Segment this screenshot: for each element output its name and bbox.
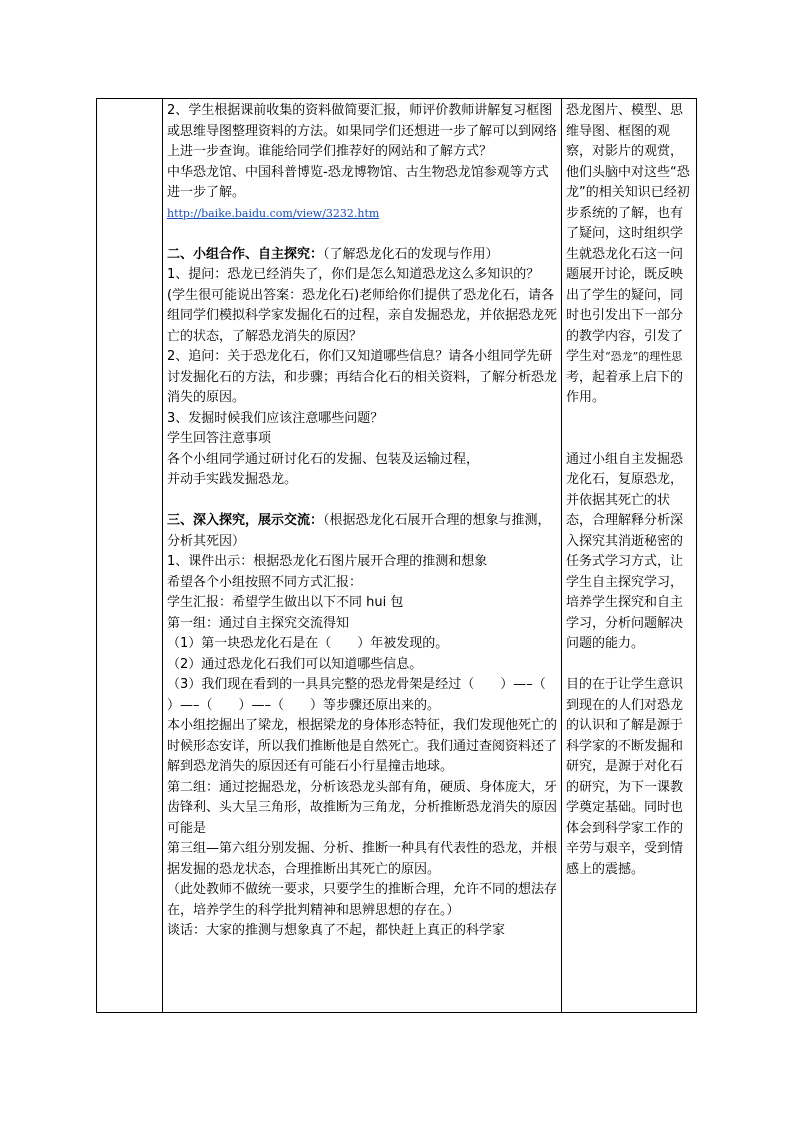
intent-text-1c: 考，起着承上启下的作用。 — [566, 369, 684, 405]
teacher-note-paragraph: （此处教师不做统一要求，只要学生的推断合理，允许不同的想法存在，培养学生的科学批判精神和思辨思想的存在。） — [167, 882, 558, 918]
question-paragraph: 1、提问：恐龙已经消失了，你们是怎么知道恐龙这么多知识的？ — [167, 267, 540, 282]
intent-text-1b: “恐龙”的理性思 — [605, 350, 683, 363]
intent-paragraph-2: 通过小组自主发掘恐龙化石，复原恐龙，并依据其死亡的状态，合理解释分析深入探究其消逝秘密的任务式学习方式，让学生自主探究学习，培养学生探究和自主学习，分析问题解决问题的能力。 — [566, 451, 684, 651]
courseware-line: 1、课件出示：根据恐龙化石图片展开合理的推测和想象 — [167, 554, 488, 569]
group-one-item-1: （1）第一块恐龙化石是在（ ）年被发现的。 — [167, 636, 449, 651]
group-one-item-3: （3）我们现在看到的一具具完整的恐龙骨架是经过（ ）—–（ ）—–（ ）—–（ ）等步骤还原出来的。 — [167, 677, 572, 713]
design-intent-cell — [562, 99, 696, 880]
section-two-title: 二、小组合作、自主探究： — [167, 246, 324, 262]
closing-talk-line: 谈话：大家的推测与想象真了不起，都快赶上真正的科学家 — [167, 923, 506, 938]
student-answer-line: 学生回答注意事项 — [167, 431, 272, 446]
lesson-plan-table — [96, 98, 697, 1013]
intent-text-1a: 恐龙图片、模型、思维导图、框图的观察，对影片的观赏，他们头脑中对这些“恐龙”的相关知识已经初步系统的了解，也有了疑问，这时组织学生就恐龙化石这一问题展开讨论，既反映出了学生的疑问，同时也引发出下一部分的教学内容，引发了学生对 — [566, 103, 690, 364]
diplodocus-paragraph: 本小组挖掘出了梁龙，根据梁龙的身体形态特征，我们发现他死亡的时候形态安详，所以我们推断他是自然死亡。我们通过查阅资料还了解到恐龙消失的原因还有可能石小行星撞击地球。 — [167, 718, 558, 774]
student-report-paragraph: 2、学生根据课前收集的资料做简要汇报，师评价教师讲解复习框图或思维导图整理资料的方法。如果同学们还想进一步了解可以到网络上进一步查询。谁能给同学们推荐好的网站和了解方式？ — [167, 103, 558, 159]
teaching-process-cell — [163, 99, 572, 942]
student-report-line: 学生汇报：希望学生做出以下不同 hui 包 — [167, 595, 404, 610]
museum-recommendation: 中华恐龙馆、中国科普博览-恐龙博物馆、古生物恐龙馆参观等方式进一步了解。 — [167, 164, 549, 200]
report-methods-line: 希望各个小组按照不同方式汇报： — [167, 574, 363, 590]
group-one-item-2: （2）通过恐龙化石我们可以知道哪些信息。 — [167, 656, 423, 672]
intent-paragraph-1 — [566, 101, 693, 409]
intent-paragraph-3: 目的在于让学生意识到现在的人们对恐龙的认识和了解是源于科学家的不断发掘和研究，是源于对化石的研究，为下一课教学奠定基础。同时也体会到科学家工作的辛劳与艰辛，受到情感上的震撼。 — [566, 677, 684, 877]
group-two-paragraph: 第二组：通过挖掘恐龙，分析该恐龙头部有角，硬质、身体庞大，牙齿锋利、头大呈三角形，故推断为三角龙，分析推断恐龙消失的原因可能是 — [167, 779, 558, 836]
section-three-heading — [167, 511, 557, 552]
follow-up-question-paragraph: 2、追问：关于恐龙化石，你们又知道哪些信息？请各小组同学先研讨发掘化石的方法，和步骤；再结合化石的相关资料，了解分析恐龙消失的原因。 — [167, 349, 558, 405]
group-one-line: 第一组：通过自主探究交流得知 — [167, 615, 350, 631]
baike-link[interactable]: http://baike.baidu.com/view/3232.htm — [167, 206, 380, 220]
section-three-title: 三、深入探究，展示交流： — [167, 513, 324, 528]
group-discussion-line: 各个小组同学通过研讨化石的发掘、包装及运输过程， — [167, 451, 480, 467]
fossil-answer-paragraph: (学生很可能说出答案：恐龙化石)老师给你们提供了恐龙化石，请各组同学们模拟科学家发掘化石的过程，亲自发掘恐龙，并依据恐龙死亡的状态，了解恐龙消失的原因？ — [167, 287, 558, 344]
groups-three-to-six-paragraph: 第三组—第六组分别发掘、分析、推断一种具有代表性的恐龙，并根据发掘的恐龙状态，合理推断出其死亡的原因。 — [167, 841, 558, 877]
hands-on-line: 并动手实践发掘恐龙。 — [167, 472, 298, 487]
section-two-subtitle: （了解恐龙化石的发现与作用） — [323, 246, 499, 262]
section-two-heading — [167, 245, 557, 266]
section-three-subtitle: （根据恐龙化石展开合理的想象与推测，分析其死因） — [167, 513, 551, 549]
attention-question: 3、发掘时候我们应该注意哪些问题？ — [167, 410, 384, 426]
